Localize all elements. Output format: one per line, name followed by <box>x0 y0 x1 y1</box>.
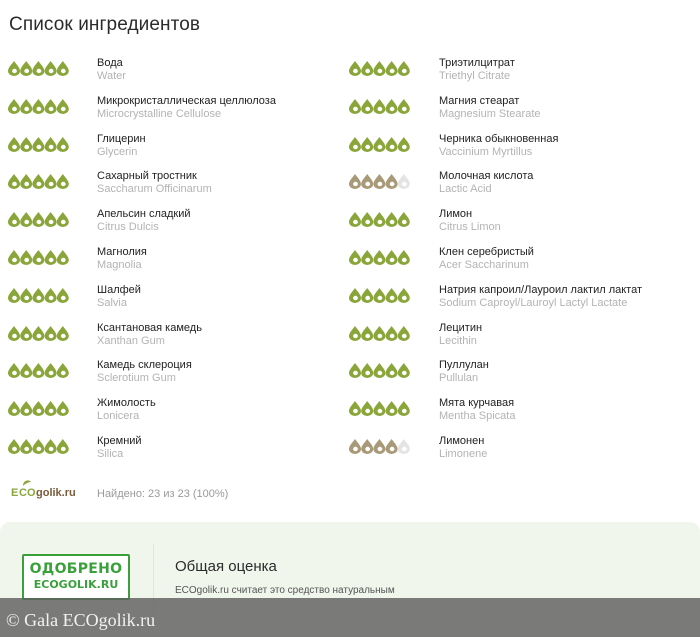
ingredient-rating <box>8 362 70 378</box>
rating-drop-icon <box>8 439 20 454</box>
ingredient-row[interactable] <box>8 90 348 128</box>
rating-drop-icon <box>361 212 373 227</box>
stamp-line-2: ECOGOLIK.RU <box>33 578 119 591</box>
rating-drop-icon <box>32 174 44 189</box>
ingredient-name[interactable]: Молочная кислота <box>439 170 534 183</box>
watermark-text: © Gala ECOgolik.ru <box>6 610 156 630</box>
rating-drop-icon <box>398 363 410 378</box>
ingredient-name[interactable]: Микрокристаллическая целлюлоза <box>97 94 276 107</box>
rating-drop-icon <box>373 326 385 341</box>
verdict-title: Общая оценка <box>175 558 277 575</box>
ingredient-name[interactable]: Камедь склероция <box>97 359 192 372</box>
rating-drop-icon <box>8 288 20 303</box>
ingredient-row[interactable] <box>8 52 348 90</box>
rating-drop-icon <box>57 401 69 416</box>
ingredient-latin-name: Citrus Limon <box>439 221 501 234</box>
ingredient-name[interactable]: Натрия капроил/Лауроил лактил лактат <box>439 283 642 296</box>
rating-drop-icon <box>349 250 361 265</box>
ingredient-rating <box>349 173 411 189</box>
ingredient-name[interactable]: Клен серебристый <box>439 246 534 258</box>
ingredient-latin-name: Magnolia <box>97 259 142 271</box>
ingredient-latin-name: Citrus Dulcis <box>97 221 159 234</box>
ingredient-rating <box>8 60 70 76</box>
rating-drop-icon <box>386 439 398 454</box>
rating-drop-icon <box>398 174 410 189</box>
ingredient-name[interactable]: Жимолость <box>97 397 156 410</box>
ingredient-rating <box>8 287 70 303</box>
rating-drop-icon <box>386 137 398 152</box>
rating-drop-icon <box>57 288 69 303</box>
rating-drop-icon <box>8 250 20 265</box>
rating-drop-icon <box>45 363 57 378</box>
ingredient-row[interactable] <box>349 354 699 392</box>
ingredient-row[interactable] <box>349 317 699 355</box>
rating-drop-icon <box>20 212 32 227</box>
rating-drop-icon <box>349 137 361 152</box>
ingredient-rating <box>349 249 411 265</box>
ingredient-row[interactable] <box>349 392 699 430</box>
rating-drop-icon <box>398 288 410 303</box>
rating-drop-icon <box>349 99 361 114</box>
rating-drop-icon <box>361 61 373 76</box>
rating-drop-icon <box>45 288 57 303</box>
ingredient-rating <box>349 325 411 341</box>
rating-drop-icon <box>386 99 398 114</box>
ingredient-rating <box>8 173 70 189</box>
rating-drop-icon <box>349 174 361 189</box>
found-count: Найдено: 23 из 23 (100%) <box>97 488 229 500</box>
ingredient-name[interactable]: Триэтилцитрат <box>439 57 515 69</box>
watermark <box>0 598 700 637</box>
rating-drop-icon <box>57 363 69 378</box>
rating-drop-icon <box>373 61 385 76</box>
rating-drop-icon <box>57 250 69 265</box>
rating-drop-icon <box>57 212 69 227</box>
rating-drop-icon <box>398 326 410 341</box>
ingredient-rating <box>349 136 411 152</box>
rating-drop-icon <box>386 401 398 416</box>
rating-drop-icon <box>32 99 44 114</box>
ingredient-name[interactable]: Лимонен <box>439 435 485 447</box>
ingredient-name[interactable]: Кремний <box>97 435 142 447</box>
ingredient-name[interactable]: Глицерин <box>97 132 146 145</box>
rating-drop-icon <box>20 250 32 265</box>
rating-drop-icon <box>45 250 57 265</box>
rating-drop-icon <box>20 99 32 114</box>
rating-drop-icon <box>20 439 32 454</box>
ingredient-row[interactable] <box>8 317 348 355</box>
ingredient-name[interactable]: Магнолия <box>97 246 147 258</box>
rating-drop-icon <box>57 174 69 189</box>
ingredient-rating <box>8 438 70 454</box>
ingredient-name[interactable]: Шалфей <box>97 283 141 296</box>
ingredient-name[interactable]: Пуллулан <box>439 359 489 372</box>
ingredient-latin-name: Triethyl Citrate <box>439 70 511 82</box>
rating-drop-icon <box>32 326 44 341</box>
svg-text:golik.ru: golik.ru <box>36 487 76 499</box>
svg-text:E: E <box>11 487 19 499</box>
ingredient-name[interactable]: Сахарный тростник <box>97 170 197 183</box>
rating-drop-icon <box>57 326 69 341</box>
ingredient-row[interactable] <box>349 128 699 166</box>
ingredient-row[interactable] <box>8 203 348 241</box>
approved-stamp <box>22 554 130 600</box>
rating-drop-icon <box>386 288 398 303</box>
ingredient-row[interactable] <box>349 203 699 241</box>
ingredient-name[interactable]: Вода <box>97 57 123 69</box>
rating-drop-icon <box>373 99 385 114</box>
rating-drop-icon <box>20 61 32 76</box>
rating-drop-icon <box>361 99 373 114</box>
svg-text:CO: CO <box>19 487 36 499</box>
rating-drop-icon <box>32 363 44 378</box>
rating-drop-icon <box>349 401 361 416</box>
rating-drop-icon <box>20 363 32 378</box>
rating-drop-icon <box>45 61 57 76</box>
rating-drop-icon <box>8 363 20 378</box>
ingredient-latin-name: Magnesium Stearate <box>439 107 541 120</box>
rating-drop-icon <box>349 212 361 227</box>
rating-drop-icon <box>361 326 373 341</box>
ingredient-row[interactable] <box>8 165 348 203</box>
ingredient-row[interactable] <box>349 52 699 90</box>
rating-drop-icon <box>45 212 57 227</box>
rating-drop-icon <box>373 137 385 152</box>
ingredient-rating <box>349 362 411 378</box>
ingredient-latin-name: Silica <box>97 448 124 460</box>
ingredient-latin-name: Water <box>97 70 126 82</box>
rating-drop-icon <box>386 363 398 378</box>
rating-drop-icon <box>373 174 385 189</box>
rating-drop-icon <box>20 174 32 189</box>
ingredient-row[interactable] <box>8 430 348 468</box>
rating-drop-icon <box>361 137 373 152</box>
rating-drop-icon <box>32 439 44 454</box>
ingredient-latin-name: Lonicera <box>97 410 140 423</box>
ingredient-rating <box>349 438 411 454</box>
ingredient-rating <box>349 287 411 303</box>
rating-drop-icon <box>32 212 44 227</box>
rating-drop-icon <box>349 326 361 341</box>
ingredient-rating <box>8 211 70 227</box>
rating-drop-icon <box>373 363 385 378</box>
ingredient-latin-name: Salvia <box>97 296 127 309</box>
stamp-line-1: ОДОБРЕНО <box>29 561 123 577</box>
rating-drop-icon <box>361 363 373 378</box>
ingredient-row[interactable] <box>8 128 348 166</box>
ingredient-latin-name: Glycerin <box>97 145 138 158</box>
rating-drop-icon <box>373 288 385 303</box>
rating-drop-icon <box>32 137 44 152</box>
rating-drop-icon <box>361 288 373 303</box>
ingredient-latin-name: Mentha Spicata <box>439 410 516 423</box>
ingredient-latin-name: Lactic Acid <box>439 183 492 196</box>
rating-drop-icon <box>373 212 385 227</box>
rating-drop-icon <box>20 326 32 341</box>
ingredient-latin-name: Sclerotium Gum <box>97 372 176 385</box>
rating-drop-icon <box>398 212 410 227</box>
rating-drop-icon <box>8 99 20 114</box>
ingredient-rating <box>349 211 411 227</box>
ingredient-row[interactable] <box>349 430 699 468</box>
rating-drop-icon <box>386 61 398 76</box>
rating-drop-icon <box>349 439 361 454</box>
ingredient-name[interactable]: Ксантановая камедь <box>97 321 202 334</box>
rating-drop-icon <box>32 288 44 303</box>
rating-drop-icon <box>20 137 32 152</box>
ingredient-rating <box>8 400 70 416</box>
ingredient-latin-name: Sodium Caproyl/Lauroyl Lactyl Lactate <box>439 296 628 309</box>
rating-drop-icon <box>386 326 398 341</box>
ingredient-latin-name: Limonene <box>439 448 488 460</box>
ingredient-row[interactable] <box>8 279 348 317</box>
rating-drop-icon <box>32 61 44 76</box>
rating-drop-icon <box>45 326 57 341</box>
rating-drop-icon <box>32 401 44 416</box>
rating-drop-icon <box>349 363 361 378</box>
ingredient-name[interactable]: Лимон <box>439 208 473 221</box>
ingredient-row[interactable] <box>8 392 348 430</box>
ingredient-rating <box>8 136 70 152</box>
rating-drop-icon <box>361 174 373 189</box>
rating-drop-icon <box>386 174 398 189</box>
ingredient-name[interactable]: Магния стеарат <box>439 94 520 107</box>
rating-drop-icon <box>361 401 373 416</box>
rating-drop-icon <box>361 439 373 454</box>
rating-drop-icon <box>20 401 32 416</box>
rating-drop-icon <box>8 401 20 416</box>
rating-drop-icon <box>398 61 410 76</box>
ingredient-rating <box>349 400 411 416</box>
rating-drop-icon <box>57 137 69 152</box>
ingredient-latin-name: Vaccinium Myrtillus <box>439 145 533 158</box>
ingredient-latin-name: Microcrystalline Cellulose <box>97 107 222 120</box>
rating-drop-icon <box>32 250 44 265</box>
rating-drop-icon <box>373 250 385 265</box>
rating-drop-icon <box>373 401 385 416</box>
verdict-text: ECOgolik.ru считает это средство натуральным <box>175 585 395 596</box>
ingredient-rating <box>8 98 70 114</box>
rating-drop-icon <box>45 174 57 189</box>
ingredient-latin-name: Lecithin <box>439 334 477 347</box>
ingredient-row[interactable] <box>349 279 699 317</box>
ingredient-name[interactable]: Лецитин <box>439 321 483 334</box>
rating-drop-icon <box>398 250 410 265</box>
rating-drop-icon <box>45 401 57 416</box>
ingredient-rating <box>349 60 411 76</box>
rating-drop-icon <box>8 61 20 76</box>
rating-drop-icon <box>45 99 57 114</box>
rating-drop-icon <box>349 288 361 303</box>
ingredient-rating <box>8 325 70 341</box>
ingredient-latin-name: Pullulan <box>439 372 479 385</box>
rating-drop-icon <box>57 61 69 76</box>
ingredient-name[interactable]: Апельсин сладкий <box>97 208 191 221</box>
ingredient-latin-name: Saccharum Officinarum <box>97 183 212 196</box>
rating-drop-icon <box>398 99 410 114</box>
page-title: Список ингредиентов <box>9 14 201 35</box>
rating-drop-icon <box>398 401 410 416</box>
rating-drop-icon <box>8 174 20 189</box>
rating-drop-icon <box>386 250 398 265</box>
rating-drop-icon <box>57 99 69 114</box>
ingredient-row[interactable] <box>8 241 348 279</box>
rating-drop-icon <box>20 288 32 303</box>
ingredient-row[interactable] <box>349 165 699 203</box>
ingredient-name[interactable]: Мята курчавая <box>439 397 515 410</box>
rating-drop-icon <box>398 137 410 152</box>
ingredient-rating <box>349 98 411 114</box>
ingredient-latin-name: Xanthan Gum <box>97 334 165 347</box>
rating-drop-icon <box>8 326 20 341</box>
rating-drop-icon <box>398 439 410 454</box>
rating-drop-icon <box>386 212 398 227</box>
rating-drop-icon <box>45 137 57 152</box>
rating-drop-icon <box>349 61 361 76</box>
rating-drop-icon <box>57 439 69 454</box>
ingredient-name[interactable]: Черника обыкновенная <box>439 132 559 145</box>
ecogolik-logo[interactable] <box>9 478 85 502</box>
rating-drop-icon <box>45 439 57 454</box>
rating-drop-icon <box>8 212 20 227</box>
ingredient-latin-name: Acer Saccharinum <box>439 259 529 271</box>
rating-drop-icon <box>373 439 385 454</box>
ingredient-row[interactable] <box>349 90 699 128</box>
ingredient-rating <box>8 249 70 265</box>
ingredient-row[interactable] <box>8 354 348 392</box>
rating-drop-icon <box>361 250 373 265</box>
rating-drop-icon <box>8 137 20 152</box>
ingredient-row[interactable] <box>349 241 699 279</box>
